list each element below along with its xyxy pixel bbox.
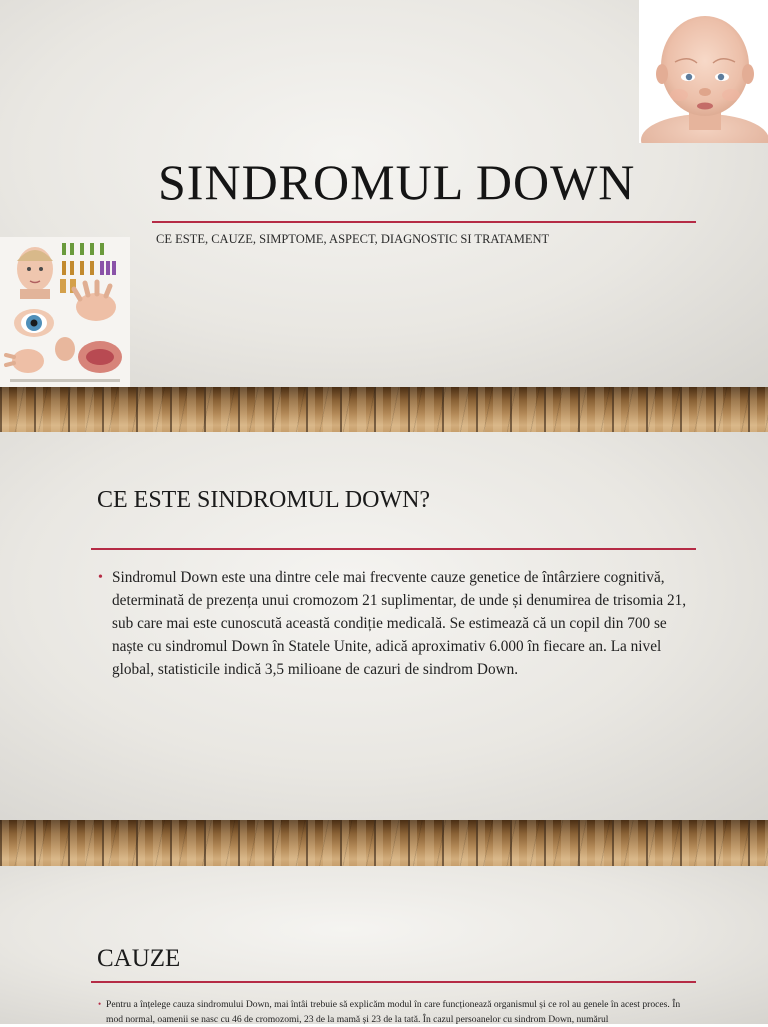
- causes-bullet: • Pentru a înțelege cauza sindromului Down, mai întâi trebuie să explicăm modul în care funcționează organismul și ce rol au genele în acest proces. În mod normal, oamenii se nasc cu 46 de cromozomi, 23 de la mamă și 23 de la tată. În cazul persoanelor cu sindrom Down, numărul: [98, 997, 698, 1027]
- definition-divider: [91, 548, 696, 550]
- baby-photo: [639, 0, 768, 143]
- down-syndrome-features-collage-icon: [0, 237, 130, 387]
- slide-subtitle: CE ESTE, CAUZE, SIMPTOME, ASPECT, DIAGNOSTIC SI TRATAMENT: [156, 232, 550, 246]
- causes-divider: [91, 981, 696, 983]
- definition-bullet: • Sindromul Down este una dintre cele mai frecvente cauze genetice de întârziere cognitivă, determinată de prezența unui cromozom 21 suplimentar, de unde și denumirea de trisomia 21, sub care mai este cunoscută această condiție medicală. Se estimează că un copil din 700 se naște cu sindromul Down în Statele Unite, adică aproximativ 6.000 în fiecare an. La nivel global, statisticile indică 3,5 milioane de cazuri de sindrom Down.: [98, 566, 698, 681]
- title-divider: [152, 221, 696, 223]
- causes-bullet-list: [98, 997, 698, 1027]
- features-collage: [0, 237, 130, 387]
- slide-title: [0, 0, 768, 387]
- baby-face-illustration-icon: [639, 0, 768, 143]
- causes-heading: CAUZE: [97, 945, 181, 972]
- wood-floor-divider-1: [0, 387, 768, 432]
- definition-bullet-list: [98, 566, 698, 681]
- definition-heading: CE ESTE SINDROMUL DOWN?: [97, 487, 431, 513]
- wood-floor-divider-2: [0, 820, 768, 866]
- slide-title-heading: SINDROMUL DOWN: [158, 154, 636, 210]
